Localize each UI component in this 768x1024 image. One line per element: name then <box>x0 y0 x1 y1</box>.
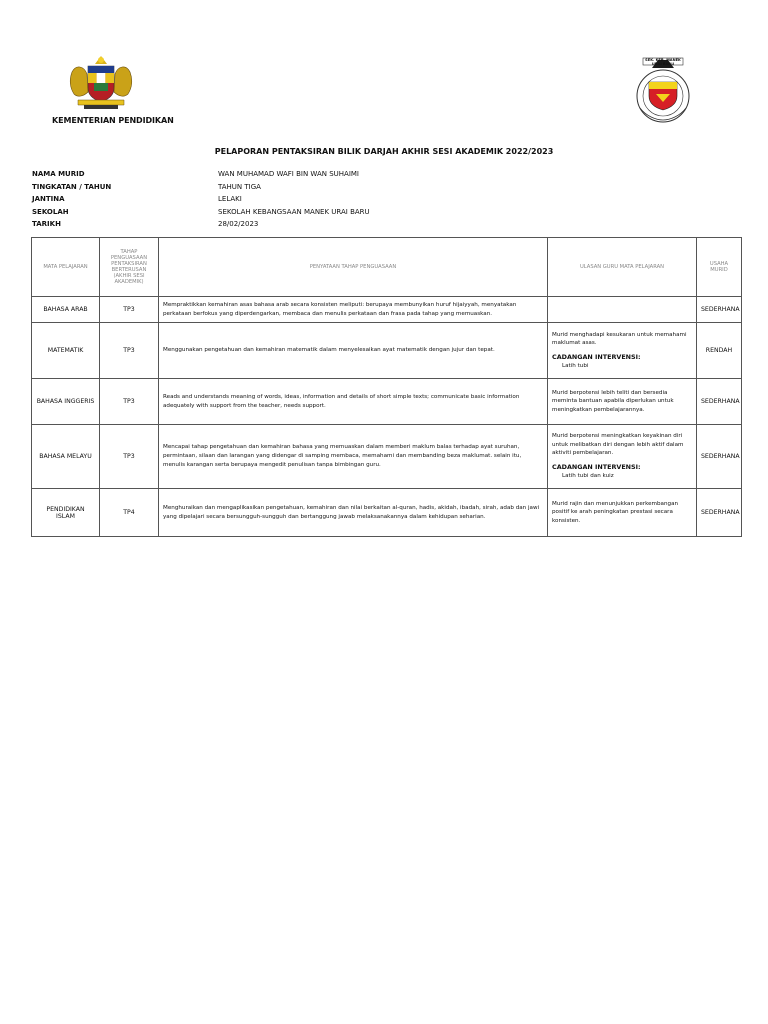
cell-effort: SEDERHANA <box>697 425 742 489</box>
cell-statement: Mempraktikkan kemahiran asas bahasa arab secara konsisten meliputi: berupaya membunyikan huruf hijaiyyah, menyatakan perkataan berfokus yang diperdengarkan, membaca dan menulis perkataan dan frasa pada tahap yang memuaskan. <box>159 297 548 323</box>
table-row <box>32 489 742 537</box>
info-row-class <box>32 181 370 194</box>
comment-text: Murid berpotensi lebih teliti dan bersedia meminta bantuan apabila diperlukan untuk meningkatkan pembelajarannya. <box>552 389 674 413</box>
info-label: TARIKH <box>32 220 61 229</box>
info-value: WAN MUHAMAD WAFI BIN WAN SUHAIMI <box>218 170 359 179</box>
cell-comment <box>548 379 697 425</box>
header-comment: ULASAN GURU MATA PELAJARAN <box>548 238 697 297</box>
info-row-name <box>32 168 370 181</box>
header-level: TAHAP PENGUASAAN PENTAKSIRAN BERTERUSAN (AKHIR SESI AKADEMIK) <box>100 238 159 297</box>
header-subject: MATA PELAJARAN <box>32 238 100 297</box>
cell-effort: RENDAH <box>697 323 742 379</box>
intervention-value: Latih tubi dan kuiz <box>562 473 614 480</box>
cell-comment <box>548 323 697 379</box>
info-value: SEKOLAH KEBANGSAAN MANEK URAI BARU <box>218 207 370 216</box>
cell-effort: SEDERHANA <box>697 297 742 323</box>
info-value: TAHUN TIGA <box>218 182 261 191</box>
info-value: LELAKI <box>218 195 242 204</box>
table-row <box>32 297 742 323</box>
cell-statement: Reads and understands meaning of words, ideas, information and details of short simple texts; communicate basic information adequately with support from the teacher, needs support. <box>159 379 548 425</box>
info-row-school <box>32 206 370 219</box>
cell-level: TP3 <box>100 379 159 425</box>
cell-subject: BAHASA ARAB <box>32 297 100 323</box>
intervention-label: CADANGAN INTERVENSI: <box>552 352 641 361</box>
cell-comment <box>548 425 697 489</box>
info-row-date <box>32 218 370 231</box>
cell-subject: BAHASA INGGERIS <box>32 379 100 425</box>
cell-effort: SEDERHANA <box>697 489 742 537</box>
comment-text: Murid berpotensi meningkatkan keyakinan diri untuk melibatkan diri dengan lebih aktif dalam aktiviti pembelajaran. <box>552 433 684 457</box>
cell-level: TP3 <box>100 425 159 489</box>
cell-comment <box>548 297 697 323</box>
table-row <box>32 425 742 489</box>
table-header-row <box>32 238 742 297</box>
info-label: SEKOLAH <box>32 207 69 216</box>
table-row <box>32 379 742 425</box>
cell-comment <box>548 489 697 537</box>
info-label: JANTINA <box>32 195 65 204</box>
student-info <box>32 168 370 231</box>
comment-text: Murid menghadapi kesukaran untuk memahami maklumat asas. <box>552 331 687 346</box>
header-effort: USAHA MURID <box>697 238 742 297</box>
cell-level: TP3 <box>100 297 159 323</box>
cell-subject: BAHASA MELAYU <box>32 425 100 489</box>
info-value: 28/02/2023 <box>218 220 259 229</box>
cell-statement: Menghuraikan dan mengaplikasikan pengetahuan, kemahiran dan nilai berkaitan al-quran, hadis, akidah, ibadah, sirah, adab dan jawi yang dipelajari secara bersungguh-sungguh dan bertanggung jawab melaksanakannya dalam kehidupan seharian. <box>159 489 548 537</box>
cell-subject: PENDIDIKAN ISLAM <box>32 489 100 537</box>
cell-statement: Menggunakan pengetahuan dan kemahiran matematik dalam menyelesaikan ayat matematik dengan jujur dan tepat. <box>159 323 548 379</box>
coat-of-arms-logo <box>64 54 138 112</box>
header-statement: PENYATAAN TAHAP PENGUASAAN <box>159 238 548 297</box>
school-crest-label: SEK. KEB. MANEK URAI BARU <box>645 58 681 66</box>
school-crest-logo <box>630 56 696 126</box>
report-title: PELAPORAN PENTAKSIRAN BILIK DARJAH AKHIR SESI AKADEMIK 2022/2023 <box>214 147 554 156</box>
info-label: NAMA MURID <box>32 170 85 179</box>
ministry-name: KEMENTERIAN PENDIDIKAN <box>52 116 174 125</box>
cell-level: TP4 <box>100 489 159 537</box>
assessment-table <box>31 237 742 537</box>
cell-effort: SEDERHANA <box>697 379 742 425</box>
cell-subject: MATEMATIK <box>32 323 100 379</box>
info-label: TINGKATAN / TAHUN <box>32 182 112 191</box>
table-row <box>32 323 742 379</box>
comment-text: Murid rajin dan menunjukkan perkembangan positif ke arah peningkatan prestasi secara konsisten. <box>552 500 679 524</box>
cell-statement: Mencapai tahap pengetahuan dan kemahiran bahasa yang memuaskan dalam memberi maklum balas terhadap ayat suruhan, permintaan, silaan dan larangan yang didengar di samping membaca, memahami dan membanding beza maklumat. selain itu, menulis karangan serta berupaya mengedit penulisan tanpa bimbingan guru. <box>159 425 548 489</box>
info-row-gender <box>32 193 370 206</box>
cell-level: TP3 <box>100 323 159 379</box>
intervention-label: CADANGAN INTERVENSI: <box>552 462 641 471</box>
intervention-value: Latih tubi <box>562 363 589 369</box>
